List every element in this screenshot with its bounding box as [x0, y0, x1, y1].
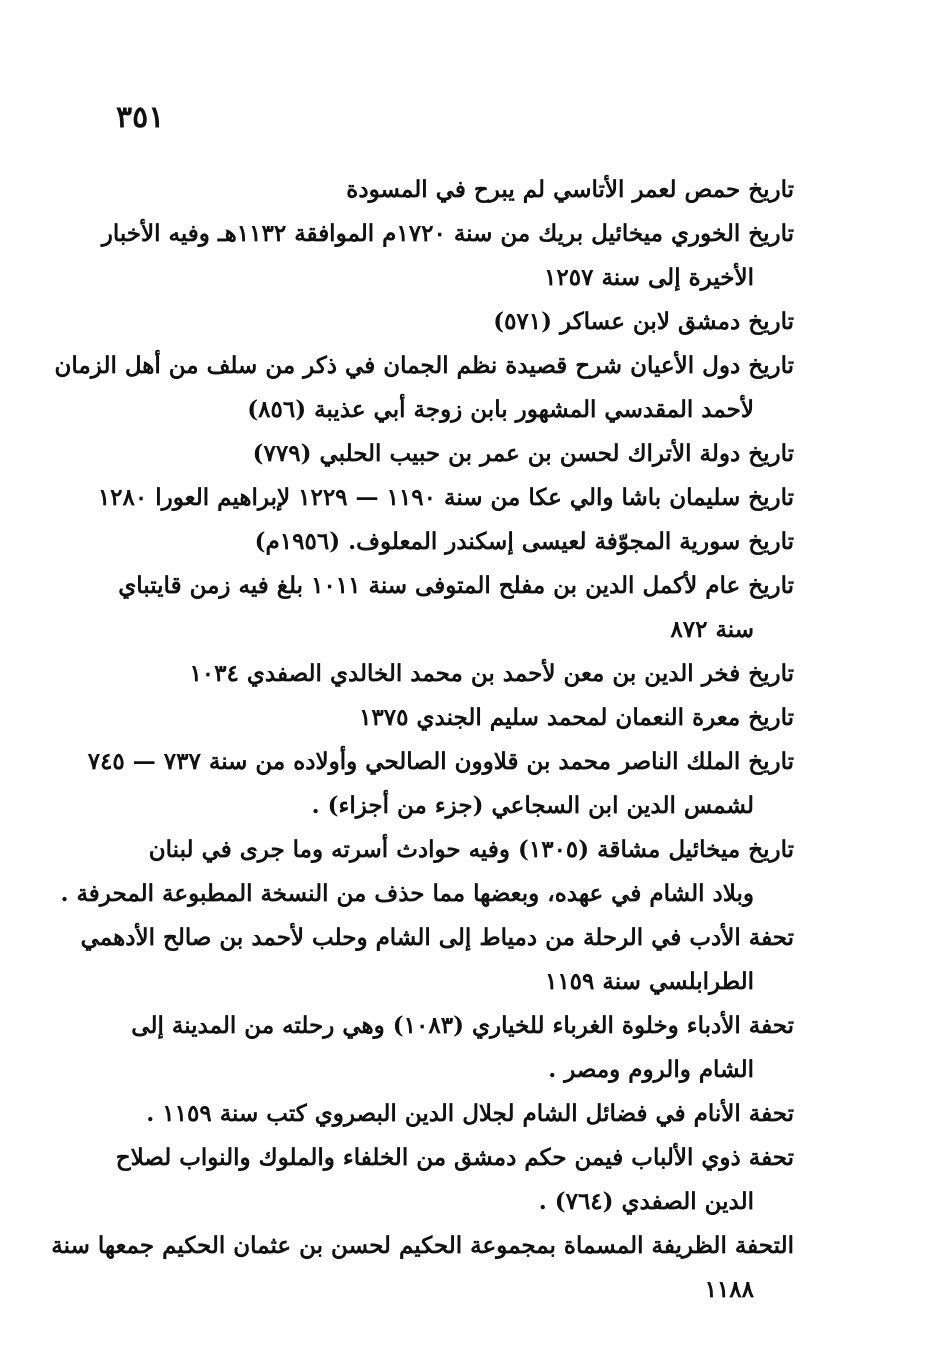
bibliography-entry — [110, 1004, 794, 1092]
entry-line: تاريخ الخوري ميخائيل بريك من سنة ١٧٢٠م الموافقة ١١٣٢هـ وفيه الأخبار — [101, 220, 794, 247]
entry-line: تاريخ عام لأكمل الدين بن مفلح المتوفى سنة ١٠١١ بلغ فيه زمن قايتباي — [118, 572, 794, 599]
entry-line: تحفة الأدباء وخلوة الغرباء للخياري (١٠٨٣) وهي رحلته من المدينة إلى — [131, 1012, 794, 1039]
entry-continuation-line: الشام والروم ومصر . — [548, 1056, 754, 1083]
bibliography-entry — [110, 300, 794, 344]
entry-continuation-line: الأخيرة إلى سنة ١٢٥٧ — [544, 264, 754, 291]
bibliography-entry — [51, 1224, 794, 1312]
bibliography-entry — [101, 212, 794, 300]
entry-continuation-line: الدين الصفدي (٧٦٤) . — [538, 1188, 754, 1215]
bibliography-entry — [110, 564, 794, 652]
entry-continuation-line: وبلاد الشام في عهده، وبعضها مما حذف من النسخة المطبوعة المحرفة . — [60, 880, 754, 907]
entry-line: تاريخ سورية المجوّفة لعيسى إسكندر المعلوف. (١٩٥٦م) — [254, 528, 794, 555]
bibliography-entry — [87, 740, 794, 828]
entry-line: تحفة الأدب في الرحلة من دمياط إلى الشام وحلب لأحمد بن صالح الأدهمي — [80, 924, 794, 951]
entry-line: تاريخ فخر الدين بن معن لأحمد بن محمد الخالدي الصفدي ١٠٣٤ — [189, 660, 794, 687]
bibliography-entry — [110, 1092, 794, 1136]
bibliography-entry — [110, 520, 794, 564]
entry-line: تاريخ الملك الناصر محمد بن قلاوون الصالحي وأولاده من سنة ٧٣٧ — ٧٤٥ — [87, 748, 794, 775]
entry-line: تاريخ معرة النعمان لمحمد سليم الجندي ١٣٧٥ — [359, 704, 794, 731]
bibliography-entry — [80, 916, 794, 1004]
bibliography-entry — [110, 652, 794, 696]
bibliography-entry — [110, 696, 794, 740]
entry-line: تحفة الأنام في فضائل الشام لجلال الدين البصروي كتب سنة ١١٥٩ . — [146, 1100, 794, 1127]
bibliography-entry — [97, 476, 794, 520]
entry-continuation-line: سنة ٨٧٢ — [670, 616, 754, 643]
entry-continuation-line: الطرابلسي سنة ١١٥٩ — [544, 968, 754, 995]
entry-line: تاريخ دول الأعيان شرح قصيدة نظم الجمان في ذكر من سلف من أهل الزمان — [54, 352, 794, 379]
entry-line: تاريخ سليمان باشا والي عكا من سنة ١١٩٠ — ١٢٢٩ لإبراهيم العورا ١٢٨٠ — [97, 484, 794, 511]
bibliography-entry — [60, 828, 794, 916]
entry-continuation-line: ١١٨٨ — [704, 1276, 754, 1303]
entry-line: التحفة الظريفة المسماة بمجموعة الحكيم لحسن بن عثمان الحكيم جمعها سنة — [51, 1232, 794, 1259]
entry-line: تاريخ حمص لعمر الأتاسي لم يبرح في المسودة — [346, 176, 794, 203]
bibliography-entry — [110, 168, 794, 212]
entry-line: تاريخ دمشق لابن عساكر (٥٧١) — [493, 308, 794, 335]
bibliography-entry — [110, 432, 794, 476]
entry-line: تاريخ ميخائيل مشاقة (١٣٠٥) وفيه حوادث أسرته وما جرى في لبنان — [148, 836, 794, 863]
entry-continuation-line: لشمس الدين ابن السجاعي (جزء من أجزاء) . — [311, 792, 754, 819]
bibliography-list — [51, 168, 794, 1312]
bibliography-entry — [110, 1136, 794, 1224]
bibliography-entry — [54, 344, 794, 432]
entry-line: تاريخ دولة الأتراك لحسن بن عمر بن حبيب الحلبي (٧٧٩) — [252, 440, 794, 467]
page-number: ٣٥١ — [116, 100, 165, 135]
entry-continuation-line: لأحمد المقدسي المشهور بابن زوجة أبي عذيبة (٨٥٦) — [247, 396, 754, 423]
entry-line: تحفة ذوي الألباب فيمن حكم دمشق من الخلفاء والملوك والنواب لصلاح — [115, 1144, 794, 1171]
